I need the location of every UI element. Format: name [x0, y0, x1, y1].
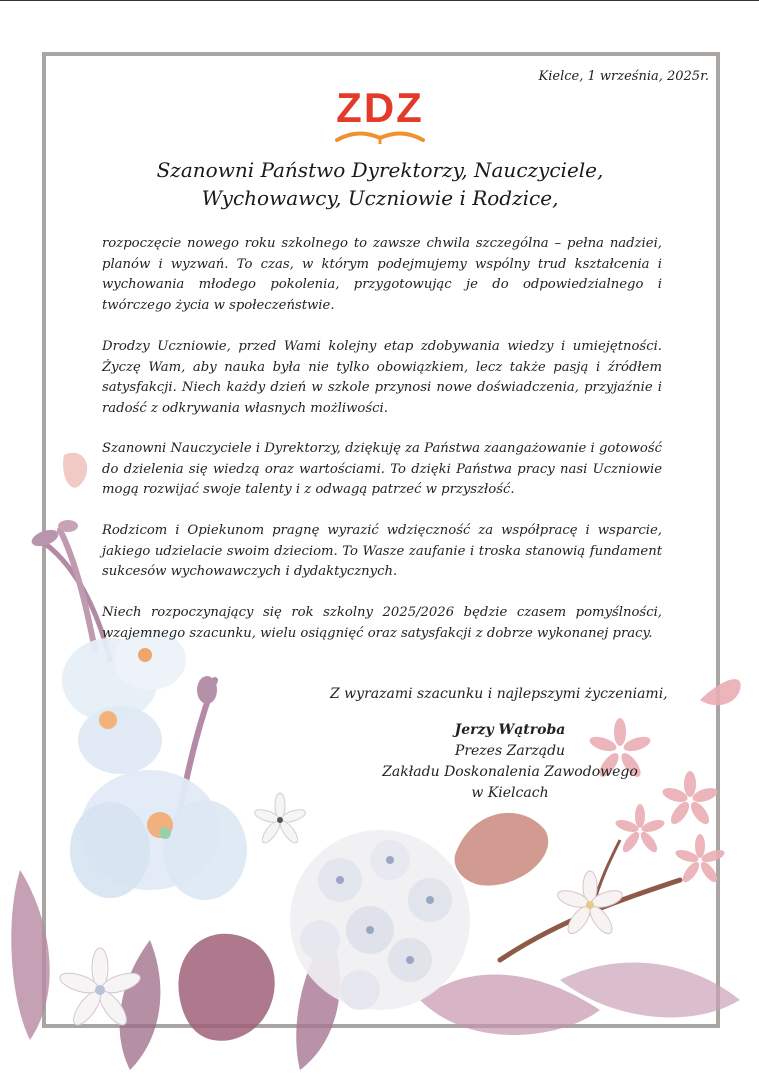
- closing-line: Z wyrazami szacunku i najlepszymi życzeniami,: [330, 686, 668, 702]
- logo-text: ZDZ: [336, 84, 424, 131]
- signatory-name: Jerzy Wątroba: [454, 722, 566, 738]
- paragraph-teachers: Szanowni Nauczyciele i Dyrektorzy, dziękuję za Państwa zaangażowanie i gotowość do dzielenia się wiedzą oraz wartościami. To dzięki Państwa pracy nasi Uczniowie mogą rozwijać swoje talenty i z odwagą patrzeć w przyszłość.: [102, 441, 662, 497]
- paragraph-students: Drodzy Uczniowie, przed Wami kolejny etap zdobywania wiedzy i umiejętności. Życzę Wam, aby nauka była nie tylko obowiązkiem, lecz także pasją i źródłem satysfakcji. Niech każdy dzień w szkole przynosi nowe doświadczenia, przyjaźnie i radość z odkrywania własnych możliwości.: [102, 339, 662, 416]
- paragraph-wishes: Niech rozpoczynający się rok szkolny 2025/2026 będzie czasem pomyślności, wzajemnego szacunku, wielu osiągnięć oraz satysfakcji z dobrze wykonanej pracy.: [102, 605, 662, 641]
- paragraph-opening: rozpoczęcie nowego roku szkolnego to zawsze chwila szczególna – pełna nadziei, planów i wyzwań. To czas, w którym podejmujemy wspólny trud kształcenia i wychowania młodego pokolenia, przygotowując je do odpowiedzialnego i twórczego życia w społeczeństwie.: [102, 236, 662, 313]
- greeting-line-1: Szanowni Państwo Dyrektorzy, Nauczyciele,: [156, 158, 604, 182]
- zdz-logo: [325, 82, 435, 152]
- signatory-city: w Kielcach: [471, 785, 549, 801]
- greeting-line-2: Wychowawcy, Uczniowie i Rodzice,: [201, 186, 559, 210]
- signatory-organization: Zakładu Doskonalenia Zawodowego: [382, 764, 638, 780]
- signatory-title: Prezes Zarządu: [454, 743, 566, 759]
- letter-date: Kielce, 1 września, 2025r.: [538, 69, 709, 84]
- paragraph-parents: Rodzicom i Opiekunom pragnę wyrazić wdzięczność za współpracę i wsparcie, jakiego udzielacie swoim dzieciom. To Wasze zaufanie i troska stanowią fundament sukcesów wychowawczych i dydaktycznych.: [102, 523, 662, 579]
